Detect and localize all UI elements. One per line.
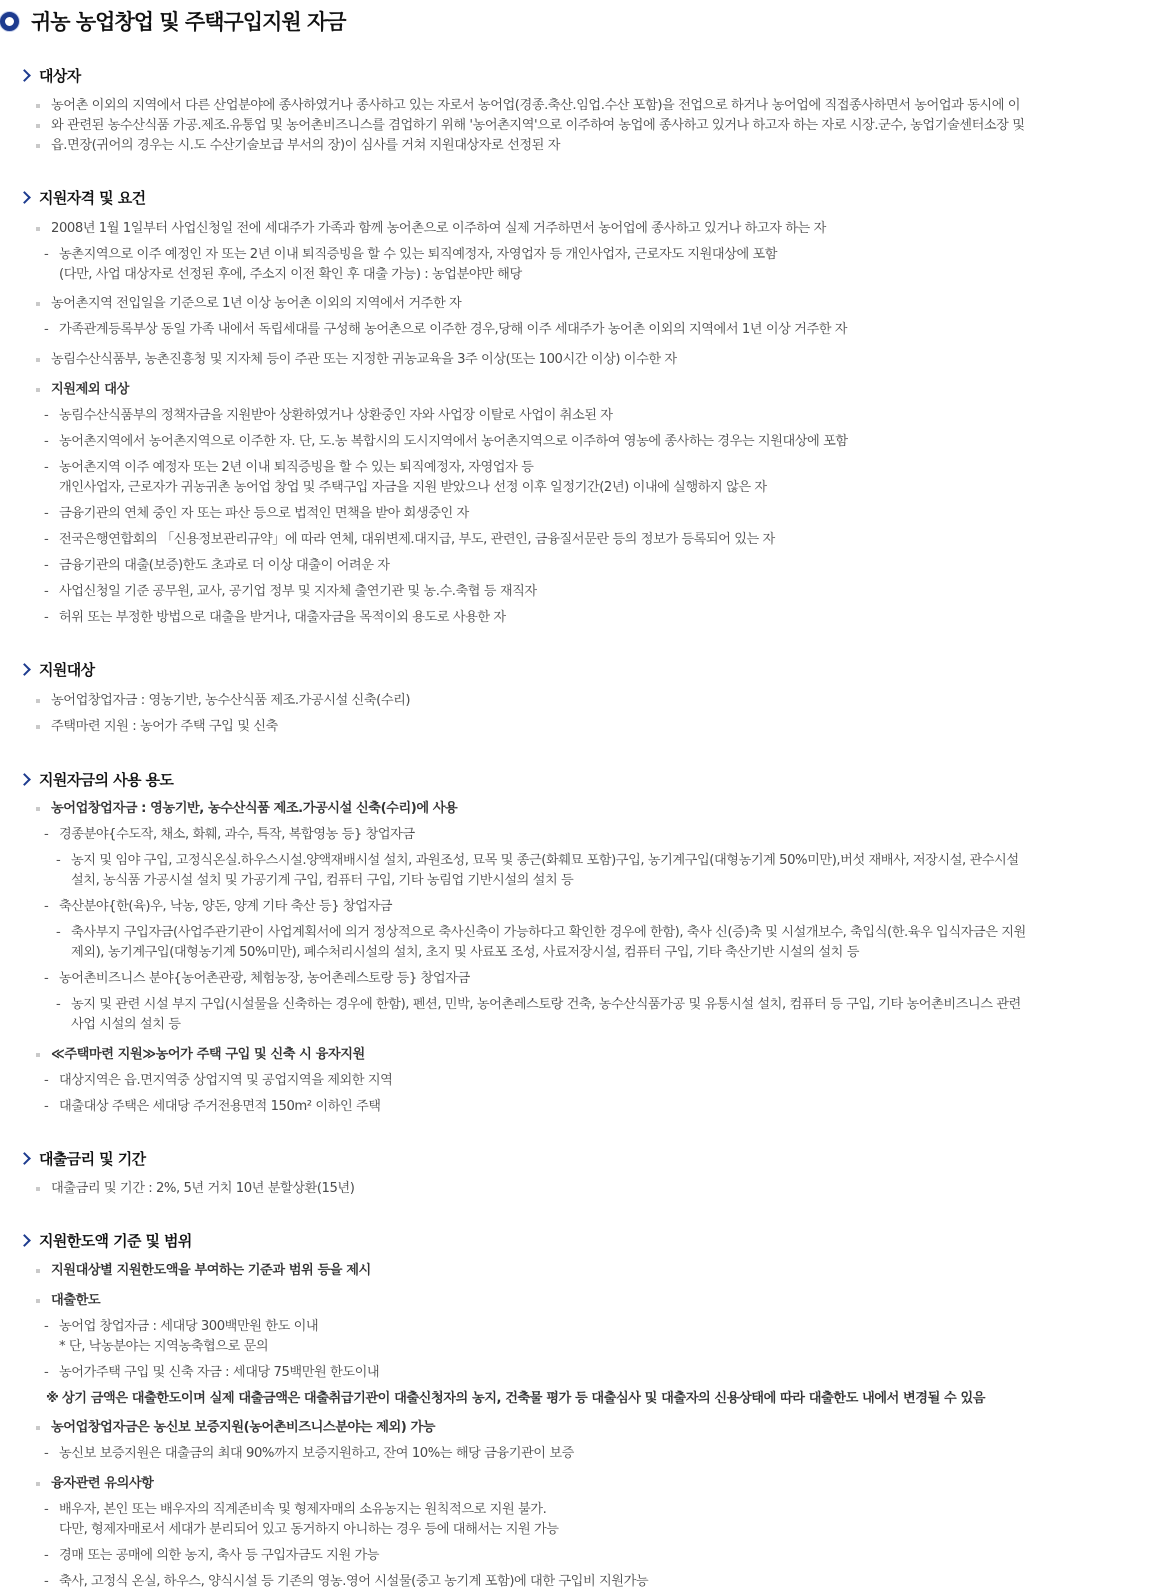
section-heading-target xyxy=(18,63,81,87)
chevron-right-icon xyxy=(18,1152,31,1165)
chevron-right-icon xyxy=(18,1234,31,1247)
section-title: 대출금리 및 기간 xyxy=(39,1149,146,1168)
section-title: 지원자격 및 요건 xyxy=(39,188,146,207)
chevron-right-icon xyxy=(18,69,31,82)
chevron-right-icon xyxy=(18,773,31,786)
page-title xyxy=(0,6,346,36)
section-title: 지원자금의 사용 용도 xyxy=(39,770,174,789)
section-heading-eligibility xyxy=(18,185,145,209)
section-heading-fund-usage xyxy=(18,767,173,791)
section-title: 대상자 xyxy=(39,66,81,85)
section-heading-interest-period xyxy=(18,1146,145,1170)
section-title: 지원한도액 기준 및 범위 xyxy=(39,1231,192,1250)
section-heading-support-limit xyxy=(18,1228,192,1252)
chevron-right-icon xyxy=(18,191,31,204)
page-title-text: 귀농 농업창업 및 주택구입지원 자금 xyxy=(31,10,346,34)
circle-bullet-icon xyxy=(0,12,19,31)
section-heading-support-target xyxy=(18,657,95,681)
section-title: 지원대상 xyxy=(39,660,95,679)
chevron-right-icon xyxy=(18,663,31,676)
